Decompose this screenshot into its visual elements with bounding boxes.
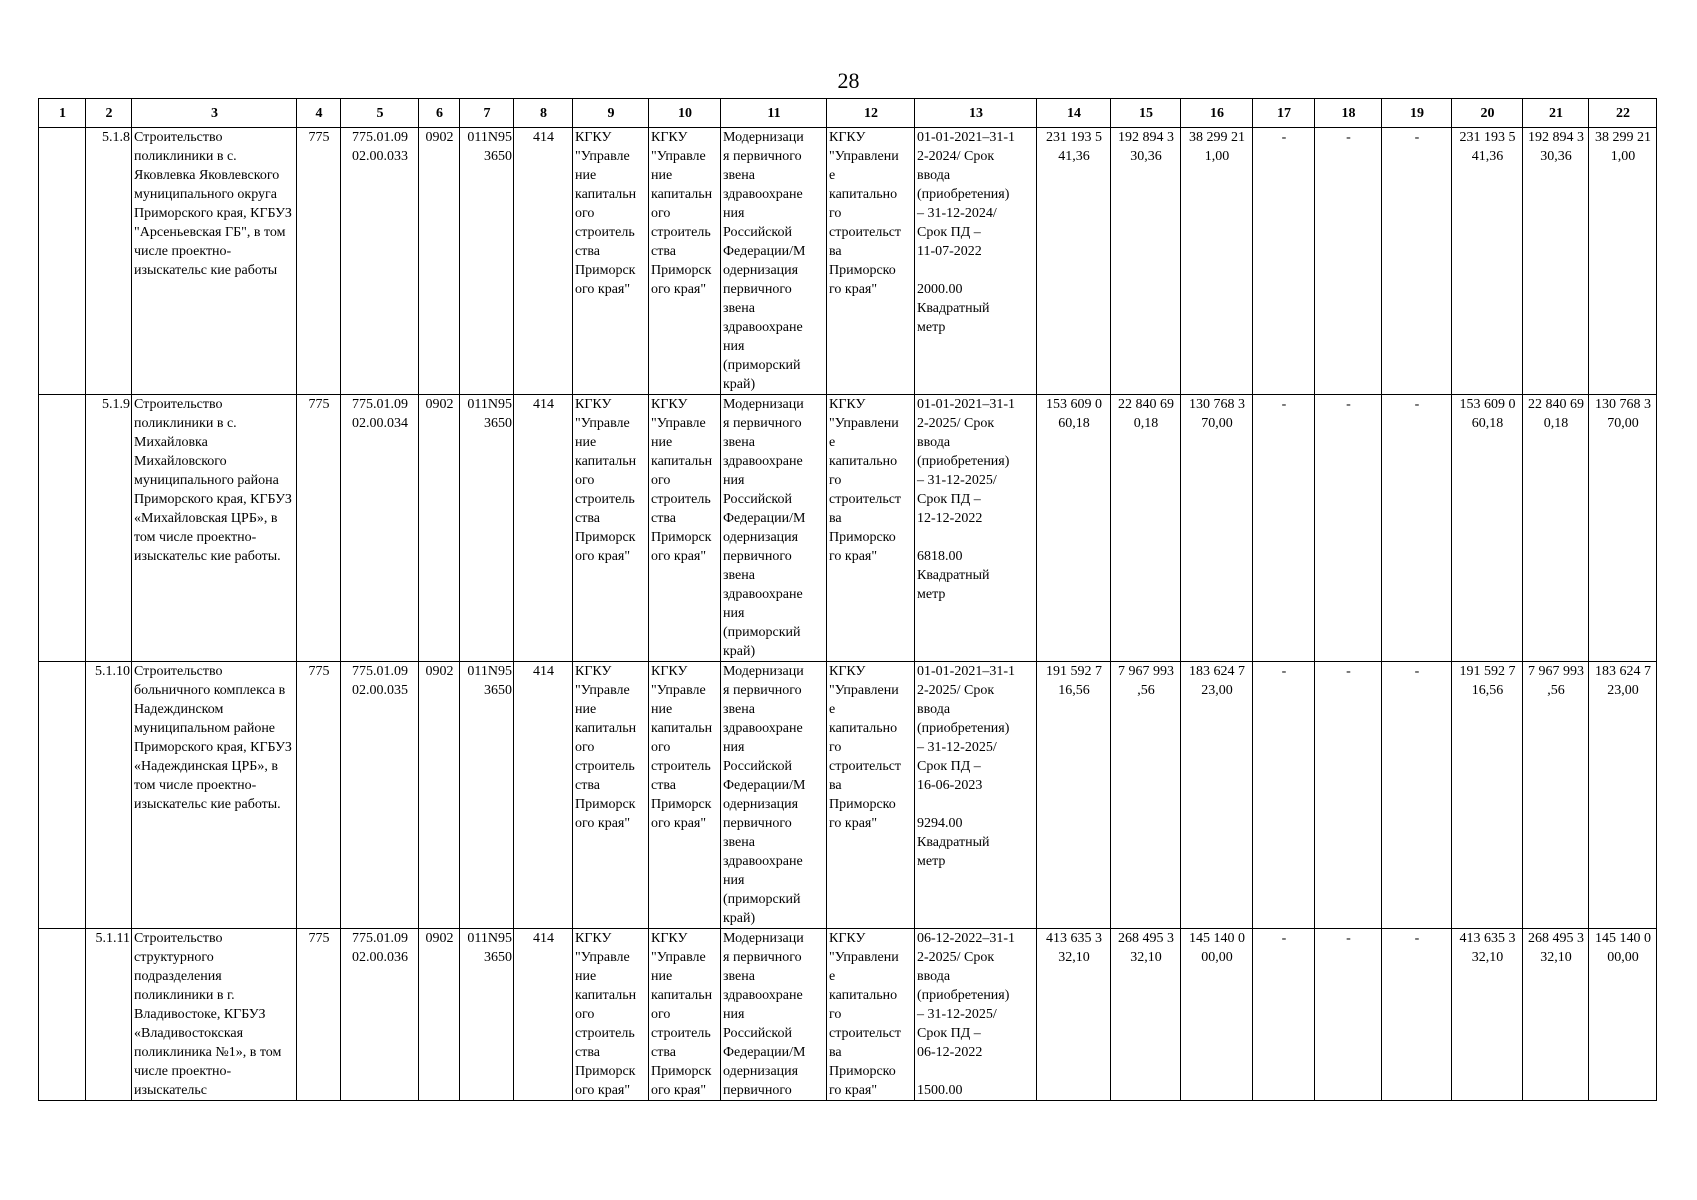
cell-object-name: Строительство больничного комплекса в Надеждинском муниципальном районе Приморского края, КГБУЗ «Надеждинская ЦРБ», в том числе проектно-изыскательс кие работы. bbox=[132, 662, 297, 929]
cell-col20: 191 592 7 16,56 bbox=[1452, 662, 1523, 929]
column-header: 8 bbox=[514, 99, 573, 128]
table-row bbox=[39, 929, 1657, 1101]
column-header: 18 bbox=[1315, 99, 1382, 128]
cell-col9: КГКУ "Управле ние капитальн ого строитель ства Приморск ого края" bbox=[573, 929, 649, 1101]
cell-col6: 0902 bbox=[419, 128, 460, 395]
cell-col14: 231 193 5 41,36 bbox=[1037, 128, 1111, 395]
cell-col13: 06-12-2022–31-1 2-2025/ Срок ввода (приобретения) – 31-12-2025/ Срок ПД – 06-12-2022 1500.00 bbox=[915, 929, 1037, 1101]
cell-object-name: Строительство структурного подразделения поликлиники в г. Владивостоке, КГБУЗ «Владивостокская поликлиника №1», в том числе проектно-изыскательс bbox=[132, 929, 297, 1101]
cell-col15: 192 894 3 30,36 bbox=[1111, 128, 1181, 395]
column-header: 11 bbox=[721, 99, 827, 128]
column-header: 9 bbox=[573, 99, 649, 128]
cell-col11: Модернизаци я первичного звена здравоохране ния Российской Федерации/М одернизация первичного звена здравоохране ния (приморский край) bbox=[721, 395, 827, 662]
cell-col9: КГКУ "Управле ние капитальн ого строитель ства Приморск ого края" bbox=[573, 395, 649, 662]
cell-col18: - bbox=[1315, 662, 1382, 929]
cell-col10: КГКУ "Управле ние капитальн ого строитель ства Приморск ого края" bbox=[649, 662, 721, 929]
cell-col19: - bbox=[1382, 662, 1452, 929]
cell-col21: 7 967 993 ,56 bbox=[1523, 662, 1589, 929]
cell-col15: 7 967 993 ,56 bbox=[1111, 662, 1181, 929]
cell-col21: 192 894 3 30,36 bbox=[1523, 128, 1589, 395]
column-header: 14 bbox=[1037, 99, 1111, 128]
cell-col10: КГКУ "Управле ние капитальн ого строитель ства Приморск ого края" bbox=[649, 395, 721, 662]
table-row bbox=[39, 128, 1657, 395]
column-header: 4 bbox=[297, 99, 341, 128]
cell-col13: 01-01-2021–31-1 2-2025/ Срок ввода (приобретения) – 31-12-2025/ Срок ПД – 12-12-2022 6818.00 Квадратный метр bbox=[915, 395, 1037, 662]
cell-col12: КГКУ "Управлени е капитально го строительст ва Приморско го края" bbox=[827, 395, 915, 662]
cell-col9: КГКУ "Управле ние капитальн ого строитель ства Приморск ого края" bbox=[573, 128, 649, 395]
cell-col10: КГКУ "Управле ние капитальн ого строитель ства Приморск ого края" bbox=[649, 128, 721, 395]
cell-col16: 183 624 7 23,00 bbox=[1181, 662, 1253, 929]
cell-col5: 775.01.09 02.00.033 bbox=[341, 128, 419, 395]
cell-col19: - bbox=[1382, 929, 1452, 1101]
cell-col20: 413 635 3 32,10 bbox=[1452, 929, 1523, 1101]
cell-col5: 775.01.09 02.00.036 bbox=[341, 929, 419, 1101]
cell-col12: КГКУ "Управлени е капитально го строительст ва Приморско го края" bbox=[827, 662, 915, 929]
cell-col19: - bbox=[1382, 128, 1452, 395]
column-header: 7 bbox=[460, 99, 514, 128]
column-header: 2 bbox=[86, 99, 132, 128]
cell-col17: - bbox=[1253, 929, 1315, 1101]
cell-col17: - bbox=[1253, 395, 1315, 662]
cell-col5: 775.01.09 02.00.034 bbox=[341, 395, 419, 662]
cell-object-name: Строительство поликлиники в с. Яковлевка Яковлевского муниципального округа Приморского края, КГБУЗ "Арсеньевская ГБ", в том числе проектно-изыскательс кие работы bbox=[132, 128, 297, 395]
cell-col15: 268 495 3 32,10 bbox=[1111, 929, 1181, 1101]
cell-col21: 22 840 69 0,18 bbox=[1523, 395, 1589, 662]
column-header: 21 bbox=[1523, 99, 1589, 128]
column-header: 15 bbox=[1111, 99, 1181, 128]
cell-col18: - bbox=[1315, 128, 1382, 395]
column-header: 3 bbox=[132, 99, 297, 128]
cell-col8: 414 bbox=[514, 128, 573, 395]
cell-col7: 011N95 3650 bbox=[460, 929, 514, 1101]
column-header: 1 bbox=[39, 99, 86, 128]
cell-col20: 231 193 5 41,36 bbox=[1452, 128, 1523, 395]
cell-col18: - bbox=[1315, 395, 1382, 662]
header-row bbox=[39, 99, 1657, 128]
cell-col4: 775 bbox=[297, 395, 341, 662]
cell-col15: 22 840 69 0,18 bbox=[1111, 395, 1181, 662]
cell-item-number: 5.1.8 bbox=[86, 128, 132, 395]
cell-col1 bbox=[39, 128, 86, 395]
cell-col9: КГКУ "Управле ние капитальн ого строитель ства Приморск ого края" bbox=[573, 662, 649, 929]
table-row bbox=[39, 395, 1657, 662]
cell-col4: 775 bbox=[297, 128, 341, 395]
cell-item-number: 5.1.9 bbox=[86, 395, 132, 662]
page-number: 28 bbox=[837, 68, 860, 93]
cell-col4: 775 bbox=[297, 662, 341, 929]
cell-col6: 0902 bbox=[419, 395, 460, 662]
column-header: 10 bbox=[649, 99, 721, 128]
cell-col1 bbox=[39, 929, 86, 1101]
cell-col18: - bbox=[1315, 929, 1382, 1101]
cell-col7: 011N95 3650 bbox=[460, 395, 514, 662]
column-header: 13 bbox=[915, 99, 1037, 128]
cell-col16: 38 299 21 1,00 bbox=[1181, 128, 1253, 395]
column-header: 6 bbox=[419, 99, 460, 128]
program-table bbox=[38, 98, 1657, 1101]
cell-col16: 145 140 0 00,00 bbox=[1181, 929, 1253, 1101]
cell-col11: Модернизаци я первичного звена здравоохране ния Российской Федерации/М одернизация первичного звена здравоохране ния (приморский край) bbox=[721, 662, 827, 929]
column-header: 5 bbox=[341, 99, 419, 128]
cell-col19: - bbox=[1382, 395, 1452, 662]
cell-col12: КГКУ "Управлени е капитально го строительст ва Приморско го края" bbox=[827, 128, 915, 395]
cell-item-number: 5.1.11 bbox=[86, 929, 132, 1101]
cell-col20: 153 609 0 60,18 bbox=[1452, 395, 1523, 662]
cell-col13: 01-01-2021–31-1 2-2025/ Срок ввода (приобретения) – 31-12-2025/ Срок ПД – 16-06-2023 9294.00 Квадратный метр bbox=[915, 662, 1037, 929]
cell-col22: 183 624 7 23,00 bbox=[1589, 662, 1657, 929]
cell-col22: 38 299 21 1,00 bbox=[1589, 128, 1657, 395]
column-header: 20 bbox=[1452, 99, 1523, 128]
cell-col11: Модернизаци я первичного звена здравоохране ния Российской Федерации/М одернизация первичного звена здравоохране ния (приморский край) bbox=[721, 128, 827, 395]
column-header: 22 bbox=[1589, 99, 1657, 128]
cell-col4: 775 bbox=[297, 929, 341, 1101]
cell-col17: - bbox=[1253, 662, 1315, 929]
cell-col8: 414 bbox=[514, 662, 573, 929]
column-header: 16 bbox=[1181, 99, 1253, 128]
cell-col16: 130 768 3 70,00 bbox=[1181, 395, 1253, 662]
cell-col6: 0902 bbox=[419, 662, 460, 929]
cell-col7: 011N95 3650 bbox=[460, 662, 514, 929]
cell-col21: 268 495 3 32,10 bbox=[1523, 929, 1589, 1101]
cell-col6: 0902 bbox=[419, 929, 460, 1101]
cell-col7: 011N95 3650 bbox=[460, 128, 514, 395]
cell-col22: 130 768 3 70,00 bbox=[1589, 395, 1657, 662]
cell-col10: КГКУ "Управле ние капитальн ого строитель ства Приморск ого края" bbox=[649, 929, 721, 1101]
column-header: 17 bbox=[1253, 99, 1315, 128]
cell-col8: 414 bbox=[514, 395, 573, 662]
cell-col1 bbox=[39, 395, 86, 662]
cell-col11: Модернизаци я первичного звена здравоохране ния Российской Федерации/М одернизация первичного bbox=[721, 929, 827, 1101]
cell-object-name: Строительство поликлиники в с. Михайловка Михайловского муниципального района Приморского края, КГБУЗ «Михайловская ЦРБ», в том числе проектно-изыскательс кие работы. bbox=[132, 395, 297, 662]
cell-col22: 145 140 0 00,00 bbox=[1589, 929, 1657, 1101]
cell-col5: 775.01.09 02.00.035 bbox=[341, 662, 419, 929]
cell-col17: - bbox=[1253, 128, 1315, 395]
cell-col13: 01-01-2021–31-1 2-2024/ Срок ввода (приобретения) – 31-12-2024/ Срок ПД – 11-07-2022 2000.00 Квадратный метр bbox=[915, 128, 1037, 395]
cell-item-number: 5.1.10 bbox=[86, 662, 132, 929]
cell-col1 bbox=[39, 662, 86, 929]
cell-col14: 413 635 3 32,10 bbox=[1037, 929, 1111, 1101]
table-row bbox=[39, 662, 1657, 929]
column-header: 19 bbox=[1382, 99, 1452, 128]
cell-col8: 414 bbox=[514, 929, 573, 1101]
cell-col12: КГКУ "Управлени е капитально го строительст ва Приморско го края" bbox=[827, 929, 915, 1101]
cell-col14: 153 609 0 60,18 bbox=[1037, 395, 1111, 662]
cell-col14: 191 592 7 16,56 bbox=[1037, 662, 1111, 929]
column-header: 12 bbox=[827, 99, 915, 128]
